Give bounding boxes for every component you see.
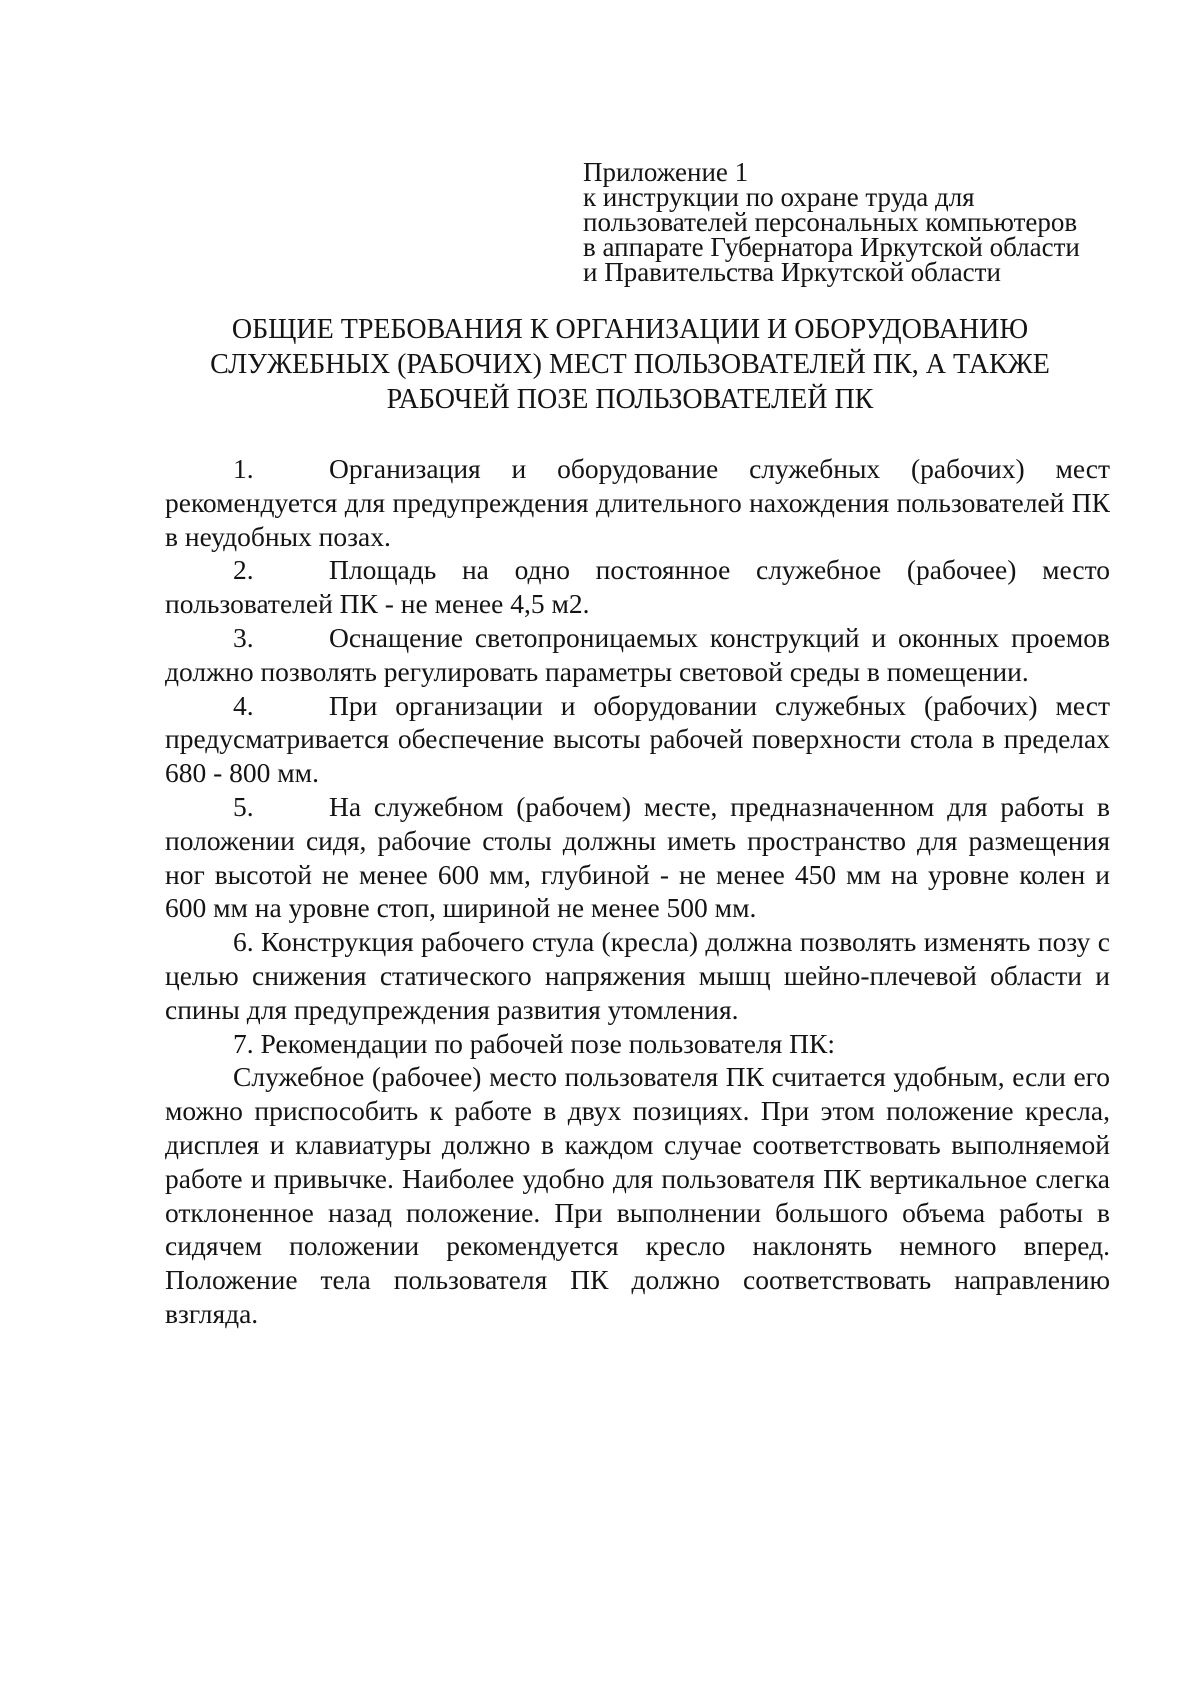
item-text: Оснащение светопроницаемых конструкций и оконных проемов должно позволять регулировать параметры световой среды в помещении. xyxy=(165,621,1110,687)
appendix-line: пользователей персональных компьютеров xyxy=(583,207,1078,237)
document-body xyxy=(165,452,1110,1331)
appendix-header xyxy=(583,157,1143,287)
appendix-line: Приложение 1 xyxy=(583,157,749,187)
item-text: При организации и оборудовании служебных (рабочих) мест предусматривается обеспечение высоты рабочей поверхности стола в пределах 680 - 800 мм. xyxy=(165,689,1110,789)
item-7-heading: 7. Рекомендации по рабочей позе пользователя ПК: xyxy=(233,1027,835,1059)
item-number: 2. xyxy=(233,554,254,586)
title-line: СЛУЖЕБНЫХ (РАБОЧИХ) МЕСТ ПОЛЬЗОВАТЕЛЕЙ ПК, А ТАКЖЕ xyxy=(210,349,1050,380)
appendix-line: и Правительства Иркутской области xyxy=(583,257,1001,287)
item-text: Организация и оборудование служебных (рабочих) мест рекомендуется для предупреждения длительного нахождения пользователей ПК в неудобных позах. xyxy=(165,453,1110,552)
item-6-paragraph: 6. Конструкция рабочего стула (кресла) должна позволять изменять позу с целью снижения статического напряжения мышц шейно-плечевой области и спины для предупреждения развития утомления. xyxy=(165,926,1110,1025)
item-number: 5. xyxy=(233,790,254,822)
numbered-item xyxy=(165,553,1110,621)
title-line: ОБЩИЕ ТРЕБОВАНИЯ К ОРГАНИЗАЦИИ И ОБОРУДОВАНИЮ xyxy=(231,314,1029,345)
item-text: Площадь на одно постоянное служебное (рабочее) место пользователей ПК - не менее 4,5 м2. xyxy=(165,554,1110,620)
appendix-line: в аппарате Губернатора Иркутской области xyxy=(583,232,1080,262)
item-number: 1. xyxy=(233,453,254,484)
numbered-item xyxy=(165,452,1110,553)
numbered-item xyxy=(165,621,1110,689)
document-title xyxy=(150,312,1110,417)
item-number: 3. xyxy=(233,621,254,653)
numbered-item xyxy=(165,790,1110,925)
title-line: РАБОЧЕЙ ПОЗЕ ПОЛЬЗОВАТЕЛЕЙ ПК xyxy=(386,384,874,415)
appendix-line: к инструкции по охране труда для xyxy=(583,182,975,212)
item-7-paragraph: Служебное (рабочее) место пользователя ПК считается удобным, если его можно приспособить к работе в двух позициях. При этом положение кресла, дисплея и клавиатуры должно в каждом случае соответствовать выполняемой работе и привычке. Наиболее удобно для пользователя ПК вертикальное слегка отклоненное назад положение. При выполнении большого объема работы в сидячем положении рекомендуется кресло наклонять немного вперед. Положение тела пользователя ПК должно соответствовать направлению взгляда. xyxy=(165,1061,1110,1329)
item-text: На служебном (рабочем) месте, предназначенном для работы в положении сидя, рабочие столы должны иметь пространство для размещения ног высотой не менее 600 мм, глубиной - не менее 450 мм на уровне колен и 600 мм на уровне стоп, шириной не менее 500 мм. xyxy=(165,790,1110,924)
numbered-item xyxy=(165,689,1110,790)
item-number: 4. xyxy=(233,689,254,721)
